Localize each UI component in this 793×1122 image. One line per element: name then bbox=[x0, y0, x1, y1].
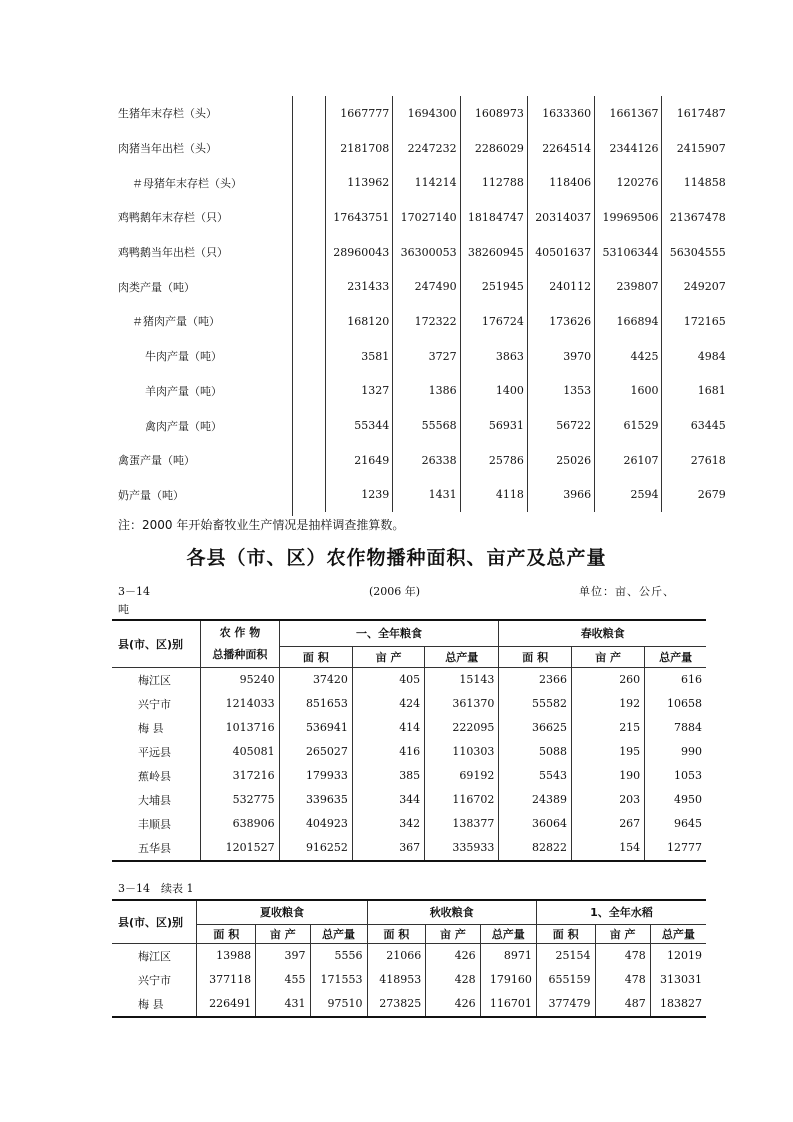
livestock-value: 2415907 bbox=[662, 131, 729, 166]
cell-value: 405081 bbox=[201, 740, 279, 764]
livestock-value: 56931 bbox=[460, 408, 527, 443]
cell-value: 487 bbox=[595, 992, 650, 1017]
livestock-row bbox=[112, 165, 729, 200]
cell-value: 36625 bbox=[499, 716, 572, 740]
cell-value: 12777 bbox=[645, 836, 706, 861]
county-name: 大埔县 bbox=[138, 793, 171, 807]
cell-value: 1214033 bbox=[201, 692, 279, 716]
county-name: 蕉岭县 bbox=[138, 769, 171, 783]
livestock-value: 120276 bbox=[595, 165, 662, 200]
cell-value: 431 bbox=[256, 992, 310, 1017]
cell-value: 404923 bbox=[279, 812, 352, 836]
cell-value: 1053 bbox=[645, 764, 706, 788]
group-annual-rice: 1、全年水稻 bbox=[536, 900, 706, 924]
col-total-line2: 总播种面积 bbox=[212, 647, 268, 661]
county-name: 平远县 bbox=[138, 745, 171, 759]
livestock-value: 1239 bbox=[326, 478, 393, 513]
row-header: 县(市、区)别 bbox=[112, 620, 201, 667]
livestock-value: 1633360 bbox=[527, 96, 594, 131]
livestock-value: 2344126 bbox=[595, 131, 662, 166]
county-name: 梅江区 bbox=[138, 949, 171, 963]
livestock-row bbox=[112, 96, 729, 131]
table-row bbox=[112, 812, 706, 836]
livestock-label: ＃母猪年末存栏（头） bbox=[132, 176, 242, 190]
cell-value: 1201527 bbox=[201, 836, 279, 861]
livestock-value: 55568 bbox=[393, 408, 460, 443]
sub-header: 面 积 bbox=[536, 924, 595, 943]
cell-value: 190 bbox=[572, 764, 645, 788]
cell-value: 317216 bbox=[201, 764, 279, 788]
table-row bbox=[112, 716, 706, 740]
cell-value: 405 bbox=[352, 667, 424, 692]
cell-value: 273825 bbox=[367, 992, 426, 1017]
cell-value: 260 bbox=[572, 667, 645, 692]
table-row bbox=[112, 788, 706, 812]
livestock-value: 21367478 bbox=[662, 200, 729, 235]
livestock-value: 56304555 bbox=[662, 235, 729, 270]
livestock-row bbox=[112, 443, 729, 478]
livestock-value: 27618 bbox=[662, 443, 729, 478]
cell-value: 25154 bbox=[536, 943, 595, 968]
livestock-value: 1681 bbox=[662, 374, 729, 409]
livestock-value: 2679 bbox=[662, 478, 729, 513]
sub-header: 亩 产 bbox=[595, 924, 650, 943]
sub-header: 面 积 bbox=[367, 924, 426, 943]
livestock-value: 113962 bbox=[326, 165, 393, 200]
livestock-label: 羊肉产量（吨） bbox=[145, 384, 222, 398]
livestock-value: 3966 bbox=[527, 478, 594, 513]
cell-value: 183827 bbox=[650, 992, 706, 1017]
livestock-value: 56722 bbox=[527, 408, 594, 443]
cell-value: 616 bbox=[645, 667, 706, 692]
cell-value: 97510 bbox=[310, 992, 367, 1017]
livestock-row bbox=[112, 408, 729, 443]
cell-value: 267 bbox=[572, 812, 645, 836]
cell-value: 179933 bbox=[279, 764, 352, 788]
sub-header: 总产量 bbox=[425, 646, 499, 667]
cell-value: 55582 bbox=[499, 692, 572, 716]
cell-value: 426 bbox=[426, 992, 480, 1017]
livestock-value: 166894 bbox=[595, 304, 662, 339]
livestock-value: 240112 bbox=[527, 269, 594, 304]
livestock-value: 1400 bbox=[460, 374, 527, 409]
livestock-value: 231433 bbox=[326, 269, 393, 304]
cell-value: 638906 bbox=[201, 812, 279, 836]
livestock-value: 40501637 bbox=[527, 235, 594, 270]
cell-value: 342 bbox=[352, 812, 424, 836]
cell-value: 335933 bbox=[425, 836, 499, 861]
livestock-value: 114858 bbox=[662, 165, 729, 200]
cell-value: 171553 bbox=[310, 968, 367, 992]
livestock-value: 4425 bbox=[595, 339, 662, 374]
livestock-row bbox=[112, 269, 729, 304]
livestock-label: 鸡鸭鹅当年出栏（只） bbox=[118, 246, 228, 260]
livestock-note: 注：2000 年开始畜牧业生产情况是抽样调查推算数。 bbox=[118, 518, 405, 532]
livestock-value: 1327 bbox=[326, 374, 393, 409]
crop-table-2 bbox=[112, 899, 706, 1018]
table-row bbox=[112, 740, 706, 764]
cell-value: 110303 bbox=[425, 740, 499, 764]
cell-value: 82822 bbox=[499, 836, 572, 861]
cell-value: 424 bbox=[352, 692, 424, 716]
livestock-value: 1431 bbox=[393, 478, 460, 513]
cell-value: 226491 bbox=[197, 992, 256, 1017]
cell-value: 179160 bbox=[480, 968, 536, 992]
sub-header: 总产量 bbox=[310, 924, 367, 943]
cell-value: 7884 bbox=[645, 716, 706, 740]
livestock-value: 1661367 bbox=[595, 96, 662, 131]
group-all-grain: 一、全年粮食 bbox=[279, 620, 499, 646]
livestock-value: 26107 bbox=[595, 443, 662, 478]
cell-value: 377479 bbox=[536, 992, 595, 1017]
group-summer-grain: 夏收粮食 bbox=[197, 900, 367, 924]
cell-value: 478 bbox=[595, 968, 650, 992]
cell-value: 13988 bbox=[197, 943, 256, 968]
cell-value: 116701 bbox=[480, 992, 536, 1017]
cell-value: 344 bbox=[352, 788, 424, 812]
sub-header: 总产量 bbox=[645, 646, 706, 667]
cell-value: 851653 bbox=[279, 692, 352, 716]
col-total-sown bbox=[201, 620, 279, 667]
sub-header: 面 积 bbox=[279, 646, 352, 667]
livestock-row bbox=[112, 304, 729, 339]
livestock-label: 牛肉产量（吨） bbox=[145, 350, 222, 364]
cell-value: 192 bbox=[572, 692, 645, 716]
livestock-value: 247490 bbox=[393, 269, 460, 304]
livestock-label: 肉猪当年出栏（头） bbox=[118, 142, 217, 156]
livestock-value: 2264514 bbox=[527, 131, 594, 166]
sub-header: 亩 产 bbox=[426, 924, 480, 943]
cell-value: 916252 bbox=[279, 836, 352, 861]
livestock-value: 4118 bbox=[460, 478, 527, 513]
livestock-label: 禽蛋产量（吨） bbox=[118, 454, 195, 468]
county-name: 丰顺县 bbox=[138, 817, 171, 831]
cell-value: 222095 bbox=[425, 716, 499, 740]
cell-value: 95240 bbox=[201, 667, 279, 692]
cell-value: 418953 bbox=[367, 968, 426, 992]
cell-value: 4950 bbox=[645, 788, 706, 812]
table-row bbox=[112, 667, 706, 692]
cell-value: 1013716 bbox=[201, 716, 279, 740]
cell-value: 361370 bbox=[425, 692, 499, 716]
page-title: 各县（市、区）农作物播种面积、亩产及总产量 bbox=[186, 547, 607, 569]
livestock-row bbox=[112, 478, 729, 513]
cell-value: 478 bbox=[595, 943, 650, 968]
livestock-row bbox=[112, 339, 729, 374]
table-row bbox=[112, 968, 706, 992]
table-row bbox=[112, 943, 706, 968]
cell-value: 414 bbox=[352, 716, 424, 740]
cell-value: 265027 bbox=[279, 740, 352, 764]
livestock-label: 生猪年末存栏（头） bbox=[118, 107, 217, 121]
cell-value: 367 bbox=[352, 836, 424, 861]
county-name: 五华县 bbox=[138, 841, 171, 855]
livestock-value: 28960043 bbox=[326, 235, 393, 270]
cell-value: 339635 bbox=[279, 788, 352, 812]
livestock-value: 176724 bbox=[460, 304, 527, 339]
livestock-value: 20314037 bbox=[527, 200, 594, 235]
livestock-value: 26338 bbox=[393, 443, 460, 478]
col-total-line1: 农 作 物 bbox=[219, 625, 261, 639]
livestock-value: 53106344 bbox=[595, 235, 662, 270]
cell-value: 9645 bbox=[645, 812, 706, 836]
table-code: 3－14 bbox=[118, 585, 150, 598]
livestock-value: 114214 bbox=[393, 165, 460, 200]
cell-value: 313031 bbox=[650, 968, 706, 992]
livestock-value: 1694300 bbox=[393, 96, 460, 131]
livestock-value: 17643751 bbox=[326, 200, 393, 235]
livestock-value: 2247232 bbox=[393, 131, 460, 166]
cell-value: 215 bbox=[572, 716, 645, 740]
livestock-value: 36300053 bbox=[393, 235, 460, 270]
table2-code: 3－14 续表 1 bbox=[118, 882, 194, 895]
cell-value: 428 bbox=[426, 968, 480, 992]
livestock-value: 3727 bbox=[393, 339, 460, 374]
table-year: (2006 年) bbox=[369, 585, 421, 598]
livestock-table bbox=[112, 96, 729, 512]
livestock-value: 173626 bbox=[527, 304, 594, 339]
livestock-value: 1608973 bbox=[460, 96, 527, 131]
cell-value: 203 bbox=[572, 788, 645, 812]
livestock-value: 172322 bbox=[393, 304, 460, 339]
livestock-value: 18184747 bbox=[460, 200, 527, 235]
cell-value: 5556 bbox=[310, 943, 367, 968]
cell-value: 377118 bbox=[197, 968, 256, 992]
livestock-value: 1353 bbox=[527, 374, 594, 409]
cell-value: 24389 bbox=[499, 788, 572, 812]
livestock-value: 112788 bbox=[460, 165, 527, 200]
cell-value: 455 bbox=[256, 968, 310, 992]
livestock-label: 禽肉产量（吨） bbox=[145, 419, 222, 433]
table-unit: 单位：亩、公斤、 bbox=[579, 585, 675, 598]
livestock-value: 21649 bbox=[326, 443, 393, 478]
livestock-value: 168120 bbox=[326, 304, 393, 339]
cell-value: 426 bbox=[426, 943, 480, 968]
cell-value: 12019 bbox=[650, 943, 706, 968]
row-header-2: 县(市、区)别 bbox=[112, 900, 197, 943]
sub-header: 总产量 bbox=[480, 924, 536, 943]
cell-value: 10658 bbox=[645, 692, 706, 716]
livestock-value: 1600 bbox=[595, 374, 662, 409]
livestock-value: 2181708 bbox=[326, 131, 393, 166]
cell-value: 154 bbox=[572, 836, 645, 861]
livestock-value: 1617487 bbox=[662, 96, 729, 131]
sub-header: 面 积 bbox=[197, 924, 256, 943]
livestock-value: 19969506 bbox=[595, 200, 662, 235]
livestock-value: 1386 bbox=[393, 374, 460, 409]
livestock-value: 251945 bbox=[460, 269, 527, 304]
livestock-value: 2286029 bbox=[460, 131, 527, 166]
livestock-value: 3581 bbox=[326, 339, 393, 374]
cell-value: 655159 bbox=[536, 968, 595, 992]
livestock-label: ＃猪肉产量（吨） bbox=[132, 315, 220, 329]
cell-value: 5543 bbox=[499, 764, 572, 788]
livestock-label: 鸡鸭鹅年末存栏（只） bbox=[118, 211, 228, 225]
county-name: 兴宁市 bbox=[138, 973, 171, 987]
livestock-value: 239807 bbox=[595, 269, 662, 304]
sub-header: 面 积 bbox=[499, 646, 572, 667]
cell-value: 138377 bbox=[425, 812, 499, 836]
sub-header: 总产量 bbox=[650, 924, 706, 943]
cell-value: 116702 bbox=[425, 788, 499, 812]
livestock-value: 63445 bbox=[662, 408, 729, 443]
livestock-value: 1667777 bbox=[326, 96, 393, 131]
cell-value: 385 bbox=[352, 764, 424, 788]
livestock-row bbox=[112, 131, 729, 166]
county-name: 梅 县 bbox=[138, 997, 164, 1011]
livestock-value: 172165 bbox=[662, 304, 729, 339]
livestock-value: 4984 bbox=[662, 339, 729, 374]
livestock-row bbox=[112, 235, 729, 270]
cell-value: 69192 bbox=[425, 764, 499, 788]
livestock-value: 25786 bbox=[460, 443, 527, 478]
livestock-value: 17027140 bbox=[393, 200, 460, 235]
livestock-value: 38260945 bbox=[460, 235, 527, 270]
cell-value: 195 bbox=[572, 740, 645, 764]
sub-header: 亩 产 bbox=[256, 924, 310, 943]
livestock-row bbox=[112, 200, 729, 235]
livestock-value: 118406 bbox=[527, 165, 594, 200]
sub-header: 亩 产 bbox=[352, 646, 424, 667]
county-name: 兴宁市 bbox=[138, 697, 171, 711]
livestock-value: 3863 bbox=[460, 339, 527, 374]
table-row bbox=[112, 836, 706, 861]
cell-value: 36064 bbox=[499, 812, 572, 836]
table-row bbox=[112, 764, 706, 788]
table-row bbox=[112, 692, 706, 716]
livestock-value: 61529 bbox=[595, 408, 662, 443]
cell-value: 397 bbox=[256, 943, 310, 968]
cell-value: 990 bbox=[645, 740, 706, 764]
livestock-value: 249207 bbox=[662, 269, 729, 304]
cell-value: 536941 bbox=[279, 716, 352, 740]
group-spring-grain: 春收粮食 bbox=[499, 620, 706, 646]
sub-header: 亩 产 bbox=[572, 646, 645, 667]
cell-value: 15143 bbox=[425, 667, 499, 692]
table-row bbox=[112, 992, 706, 1017]
cell-value: 532775 bbox=[201, 788, 279, 812]
livestock-value: 25026 bbox=[527, 443, 594, 478]
cell-value: 5088 bbox=[499, 740, 572, 764]
cell-value: 416 bbox=[352, 740, 424, 764]
cell-value: 2366 bbox=[499, 667, 572, 692]
crop-table-1 bbox=[112, 619, 706, 862]
group-autumn-grain: 秋收粮食 bbox=[367, 900, 536, 924]
cell-value: 8971 bbox=[480, 943, 536, 968]
livestock-label: 肉类产量（吨） bbox=[118, 280, 195, 294]
table-unit-cont: 吨 bbox=[118, 603, 129, 616]
cell-value: 21066 bbox=[367, 943, 426, 968]
livestock-label: 奶产量（吨） bbox=[118, 488, 184, 502]
cell-value: 37420 bbox=[279, 667, 352, 692]
livestock-value: 2594 bbox=[595, 478, 662, 513]
county-name: 梅江区 bbox=[138, 673, 171, 687]
livestock-value: 55344 bbox=[326, 408, 393, 443]
livestock-row bbox=[112, 374, 729, 409]
livestock-divider bbox=[292, 96, 293, 516]
county-name: 梅 县 bbox=[138, 721, 164, 735]
livestock-value: 3970 bbox=[527, 339, 594, 374]
